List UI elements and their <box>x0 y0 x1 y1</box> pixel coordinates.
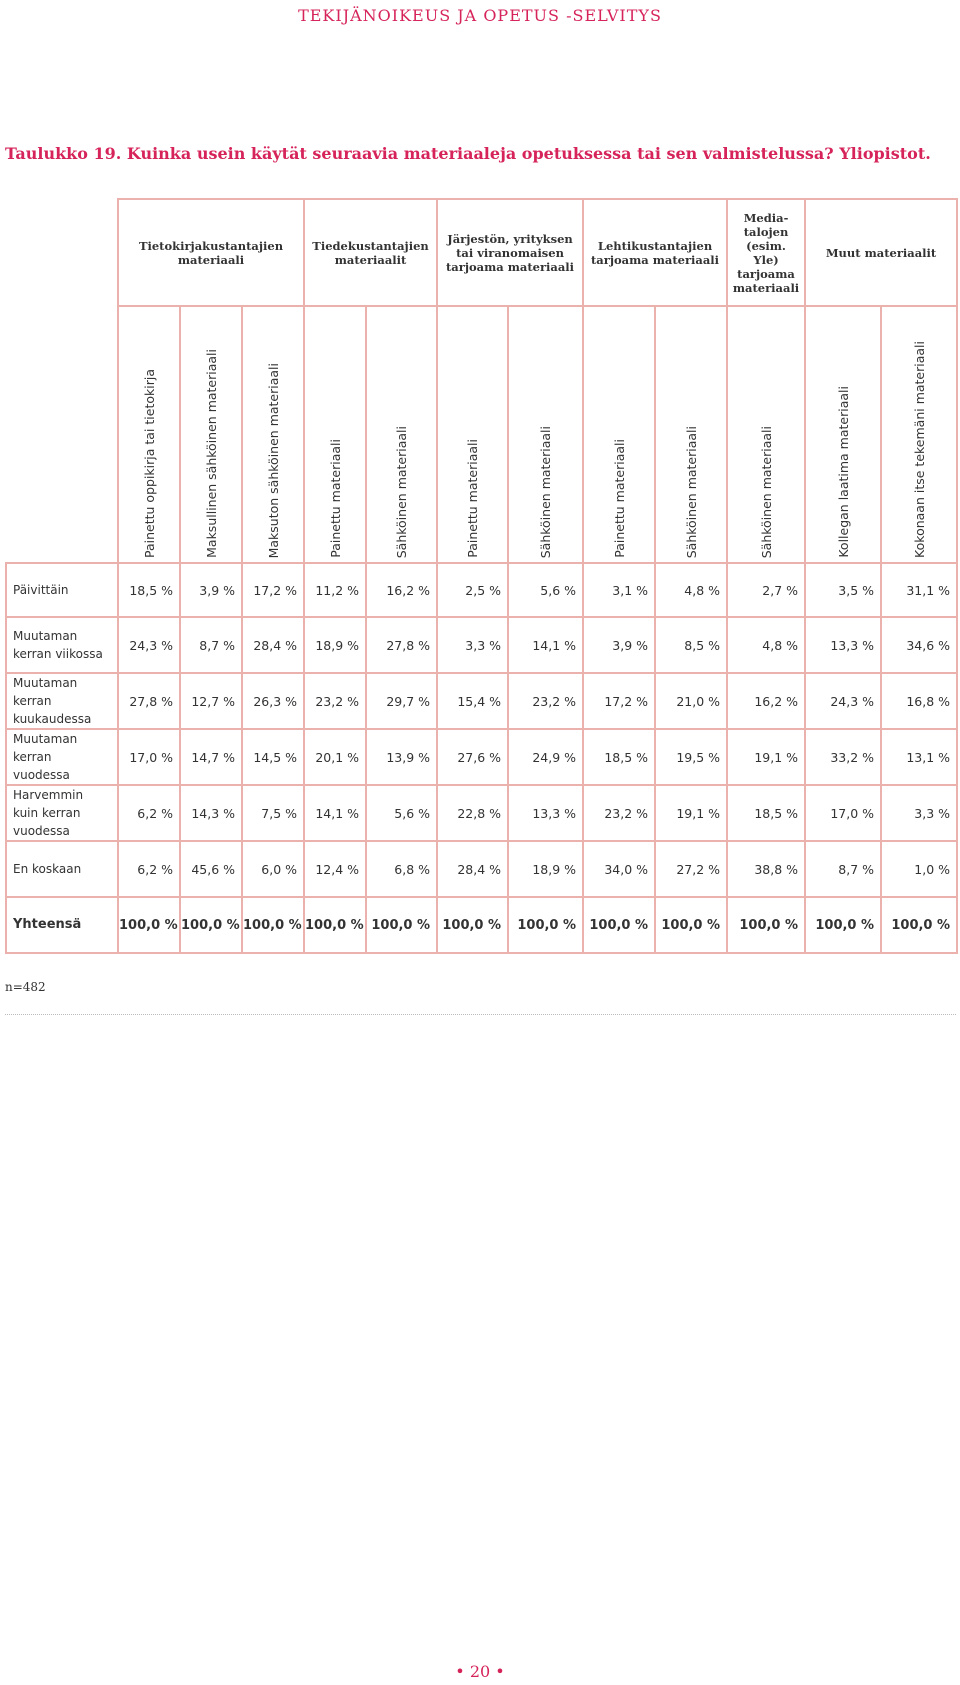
table-cell: 18,9 % <box>304 617 366 673</box>
table-cell: 22,8 % <box>437 785 508 841</box>
table-cell: 27,8 % <box>118 673 180 729</box>
table-cell: 1,0 % <box>881 841 957 897</box>
table-cell: 24,9 % <box>508 729 583 785</box>
table-cell: 14,1 % <box>304 785 366 841</box>
table-cell: 3,3 % <box>881 785 957 841</box>
column-header <box>437 306 508 563</box>
table-cell: 16,8 % <box>881 673 957 729</box>
sample-size-note: n=482 <box>5 980 46 994</box>
table-cell: 14,5 % <box>242 729 304 785</box>
column-header-label: Sähköinen materiaali <box>683 425 699 558</box>
table-cell: 5,6 % <box>508 563 583 617</box>
table-cell: 38,8 % <box>727 841 805 897</box>
table-row <box>6 729 957 785</box>
column-header <box>118 306 180 563</box>
column-header-label: Painettu materiaali <box>327 439 343 558</box>
column-header <box>727 306 805 563</box>
column-header <box>180 306 242 563</box>
group-header: Järjestön, yrityksen tai viranomaisen tarjoama materiaali <box>437 199 583 306</box>
table-cell: 34,6 % <box>881 617 957 673</box>
table-cell: 14,3 % <box>180 785 242 841</box>
table-cell: 28,4 % <box>437 841 508 897</box>
table-cell: 13,3 % <box>805 617 881 673</box>
empty-corner <box>6 199 118 306</box>
table-cell: 17,2 % <box>583 673 655 729</box>
column-header-label: Kokonaan itse tekemäni materiaali <box>911 341 927 558</box>
table-cell: 3,5 % <box>805 563 881 617</box>
column-header <box>583 306 655 563</box>
table-cell: 6,2 % <box>118 785 180 841</box>
row-label: Harvemmin kuin kerran vuodessa <box>6 785 118 841</box>
table-cell: 45,6 % <box>180 841 242 897</box>
total-row <box>6 897 957 953</box>
table-cell: 100,0 % <box>366 897 437 953</box>
table-cell: 8,5 % <box>655 617 727 673</box>
table-cell: 14,1 % <box>508 617 583 673</box>
table-cell: 19,5 % <box>655 729 727 785</box>
table-cell: 6,0 % <box>242 841 304 897</box>
table-cell: 5,6 % <box>366 785 437 841</box>
table-cell: 12,4 % <box>304 841 366 897</box>
column-header <box>508 306 583 563</box>
table-cell: 3,9 % <box>180 563 242 617</box>
table-cell: 6,8 % <box>366 841 437 897</box>
group-header: Tiedekustantajien materiaalit <box>304 199 437 306</box>
table-cell: 29,7 % <box>366 673 437 729</box>
table-cell: 13,9 % <box>366 729 437 785</box>
table-caption: Taulukko 19. Kuinka usein käytät seuraavia materiaaleja opetuksessa tai sen valmistelussa? Yliopistot. <box>5 144 931 163</box>
table-body <box>6 563 957 953</box>
table-cell: 100,0 % <box>180 897 242 953</box>
table-cell: 27,2 % <box>655 841 727 897</box>
table-cell: 11,2 % <box>304 563 366 617</box>
table-row <box>6 563 957 617</box>
group-header: Lehtikustantajien tarjoama materiaali <box>583 199 727 306</box>
table-cell: 18,9 % <box>508 841 583 897</box>
column-header <box>304 306 366 563</box>
table-cell: 18,5 % <box>118 563 180 617</box>
empty-corner <box>6 306 118 563</box>
column-header <box>242 306 304 563</box>
table-cell: 16,2 % <box>366 563 437 617</box>
table-cell: 2,7 % <box>727 563 805 617</box>
column-header <box>366 306 437 563</box>
row-label: Muutaman kerran kuukaudessa <box>6 673 118 729</box>
table-cell: 100,0 % <box>583 897 655 953</box>
table-row <box>6 785 957 841</box>
table-cell: 100,0 % <box>881 897 957 953</box>
table-cell: 18,5 % <box>727 785 805 841</box>
row-label: Yhteensä <box>6 897 118 953</box>
table-row <box>6 841 957 897</box>
table-cell: 26,3 % <box>242 673 304 729</box>
column-header-label: Painettu oppikirja tai tietokirja <box>141 369 157 558</box>
row-label: En koskaan <box>6 841 118 897</box>
column-header-row <box>6 306 957 563</box>
table-cell: 20,1 % <box>304 729 366 785</box>
table-cell: 23,2 % <box>583 785 655 841</box>
table-cell: 17,0 % <box>805 785 881 841</box>
row-label: Muutaman kerran vuodessa <box>6 729 118 785</box>
column-header <box>655 306 727 563</box>
table-cell: 18,5 % <box>583 729 655 785</box>
table-cell: 24,3 % <box>118 617 180 673</box>
divider <box>5 1014 956 1015</box>
table-cell: 31,1 % <box>881 563 957 617</box>
group-header: Muut materiaalit <box>805 199 957 306</box>
table-cell: 33,2 % <box>805 729 881 785</box>
column-header-label: Sähköinen materiaali <box>538 425 554 558</box>
column-header <box>881 306 957 563</box>
table-cell: 3,1 % <box>583 563 655 617</box>
table-cell: 100,0 % <box>437 897 508 953</box>
document-header: TEKIJÄNOIKEUS JA OPETUS -SELVITYS <box>298 6 662 25</box>
table-cell: 17,0 % <box>118 729 180 785</box>
table-cell: 6,2 % <box>118 841 180 897</box>
table-cell: 100,0 % <box>118 897 180 953</box>
table-cell: 2,5 % <box>437 563 508 617</box>
group-header: Tietokirjakustantajien materiaali <box>118 199 304 306</box>
table-row <box>6 617 957 673</box>
column-header-label: Kollegan laatima materiaali <box>835 386 851 558</box>
column-header-label: Painettu materiaali <box>611 439 627 558</box>
table-cell: 15,4 % <box>437 673 508 729</box>
column-header <box>805 306 881 563</box>
table-cell: 19,1 % <box>727 729 805 785</box>
table-cell: 13,3 % <box>508 785 583 841</box>
row-label: Muutaman kerran viikossa <box>6 617 118 673</box>
table-cell: 23,2 % <box>304 673 366 729</box>
table-cell: 24,3 % <box>805 673 881 729</box>
table-cell: 4,8 % <box>655 563 727 617</box>
table-cell: 19,1 % <box>655 785 727 841</box>
table-cell: 100,0 % <box>242 897 304 953</box>
table-cell: 27,8 % <box>366 617 437 673</box>
table-cell: 28,4 % <box>242 617 304 673</box>
table-cell: 23,2 % <box>508 673 583 729</box>
table-cell: 13,1 % <box>881 729 957 785</box>
table-cell: 8,7 % <box>180 617 242 673</box>
table-row <box>6 673 957 729</box>
table-cell: 12,7 % <box>180 673 242 729</box>
table-cell: 100,0 % <box>304 897 366 953</box>
column-header-label: Sähköinen materiaali <box>394 425 410 558</box>
table-cell: 100,0 % <box>805 897 881 953</box>
column-header-label: Sähköinen materiaali <box>758 425 774 558</box>
column-header-label: Painettu materiaali <box>465 439 481 558</box>
table-cell: 100,0 % <box>655 897 727 953</box>
table-cell: 7,5 % <box>242 785 304 841</box>
table-cell: 3,3 % <box>437 617 508 673</box>
column-header-label: Maksuton sähköinen materiaali <box>265 362 281 558</box>
table-cell: 3,9 % <box>583 617 655 673</box>
table-cell: 4,8 % <box>727 617 805 673</box>
row-label: Päivittäin <box>6 563 118 617</box>
table-cell: 21,0 % <box>655 673 727 729</box>
group-header: Media- talojen (esim. Yle) tarjoama materiaali <box>727 199 805 306</box>
table-cell: 17,2 % <box>242 563 304 617</box>
table-cell: 16,2 % <box>727 673 805 729</box>
table-cell: 100,0 % <box>727 897 805 953</box>
table-cell: 8,7 % <box>805 841 881 897</box>
column-header-label: Maksullinen sähköinen materiaali <box>203 349 219 558</box>
group-header-row <box>6 199 957 306</box>
table-cell: 34,0 % <box>583 841 655 897</box>
table-cell: 27,6 % <box>437 729 508 785</box>
table-cell: 100,0 % <box>508 897 583 953</box>
table-cell: 14,7 % <box>180 729 242 785</box>
frequency-table <box>5 198 958 954</box>
page-number: • 20 • <box>455 1662 505 1681</box>
